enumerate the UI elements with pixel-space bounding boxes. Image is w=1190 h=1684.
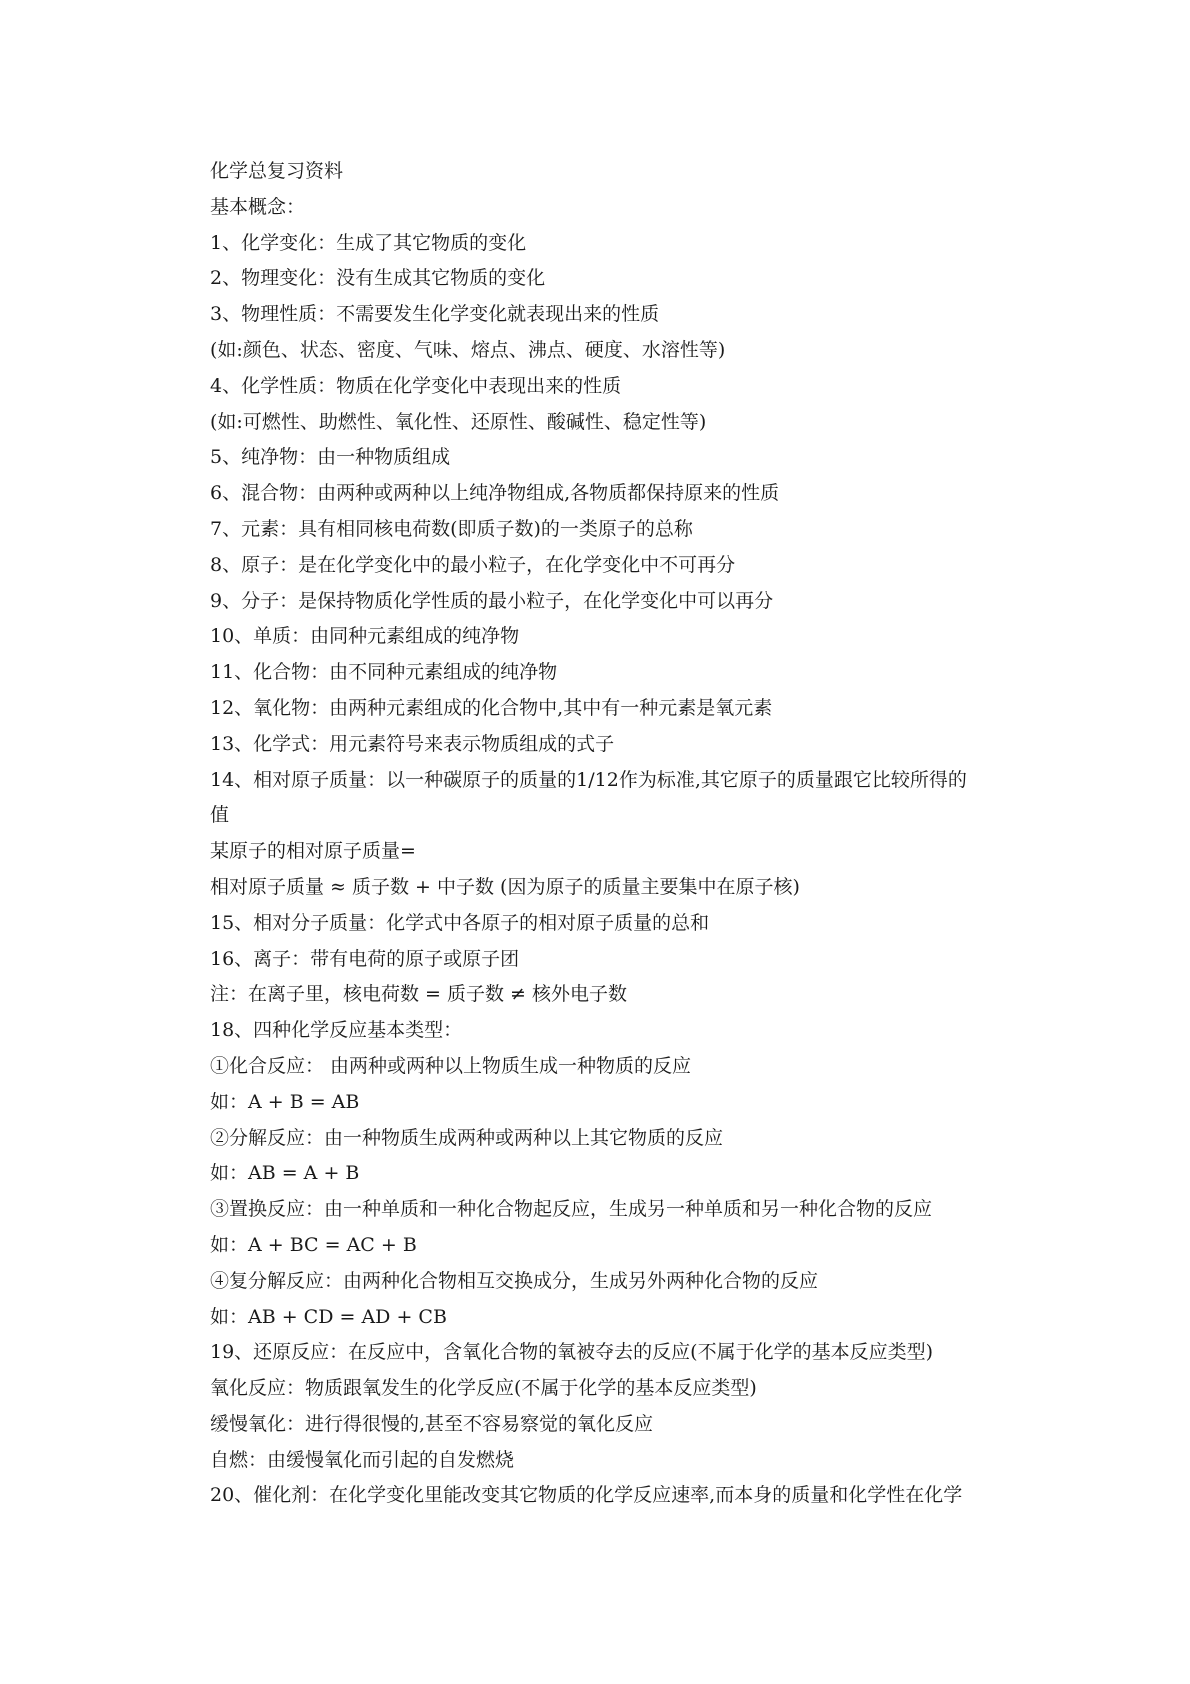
text-line: 10、单质：由同种元素组成的纯净物 (210, 625, 520, 648)
text-line: 如：AB = A + B (210, 1162, 360, 1185)
text-line: 如：A + BC = AC + B (210, 1233, 417, 1256)
text-line: 2、物理变化：没有生成其它物质的变化 (210, 267, 546, 290)
text-line: 18、四种化学反应基本类型： (210, 1019, 463, 1042)
text-line: 5、纯净物：由一种物质组成 (210, 446, 451, 469)
text-line: 12、氧化物：由两种元素组成的化合物中,其中有一种元素是氧元素 (210, 696, 773, 719)
section-heading: 基本概念： (210, 195, 306, 218)
text-line: 16、离子：带有电荷的原子或原子团 (210, 947, 520, 970)
text-line: 4、化学性质：物质在化学变化中表现出来的性质 (210, 374, 622, 397)
text-line: 某原子的相对原子质量= (210, 840, 416, 863)
text-line: 如：A + B = AB (210, 1090, 360, 1113)
text-line: 7、元素：具有相同核电荷数(即质子数)的一类原子的总称 (210, 517, 693, 540)
text-line: 8、原子：是在化学变化中的最小粒子，在化学变化中不可再分 (210, 553, 736, 576)
text-line: 15、相对分子质量：化学式中各原子的相对原子质量的总和 (210, 911, 710, 934)
text-line: (如:可燃性、助燃性、氧化性、还原性、酸碱性、稳定性等) (210, 410, 707, 433)
text-line: ③置换反应：由一种单质和一种化合物起反应，生成另一种单质和另一种化合物的反应 (210, 1198, 933, 1221)
text-line: 1、化学变化：生成了其它物质的变化 (210, 231, 527, 254)
text-line: 9、分子：是保持物质化学性质的最小粒子，在化学变化中可以再分 (210, 589, 774, 612)
text-line: 氧化反应：物质跟氧发生的化学反应(不属于化学的基本反应类型) (210, 1377, 757, 1400)
text-line: ①化合反应： 由两种或两种以上物质生成一种物质的反应 (210, 1054, 692, 1077)
text-line: 注：在离子里，核电荷数 = 质子数 ≠ 核外电子数 (210, 983, 627, 1006)
text-line: 值 (210, 804, 230, 827)
text-line: (如:颜色、状态、密度、气味、熔点、沸点、硬度、水溶性等) (210, 338, 726, 361)
text-line: 相对原子质量 ≈ 质子数 + 中子数 (因为原子的质量主要集中在原子核) (210, 875, 800, 898)
text-line: 19、还原反应：在反应中，含氧化合物的氧被夺去的反应(不属于化学的基本反应类型) (210, 1341, 934, 1364)
text-line: 3、物理性质：不需要发生化学变化就表现出来的性质 (210, 303, 660, 326)
text-line: 20、催化剂：在化学变化里能改变其它物质的化学反应速率,而本身的质量和化学性在化学 (210, 1484, 963, 1507)
text-line: 11、化合物：由不同种元素组成的纯净物 (210, 661, 558, 684)
text-line: ④复分解反应：由两种化合物相互交换成分，生成另外两种化合物的反应 (210, 1269, 819, 1292)
text-line: 自燃：由缓慢氧化而引起的自发燃烧 (210, 1448, 515, 1471)
text-line: 14、相对原子质量：以一种碳原子的质量的1/12作为标准,其它原子的质量跟它比较所得的 (210, 768, 967, 791)
document-body (210, 154, 1060, 1514)
text-line: 6、混合物：由两种或两种以上纯净物组成,各物质都保持原来的性质 (210, 482, 780, 505)
text-line: ②分解反应：由一种物质生成两种或两种以上其它物质的反应 (210, 1126, 724, 1149)
text-line: 缓慢氧化：进行得很慢的,甚至不容易察觉的氧化反应 (210, 1412, 654, 1435)
document-title: 化学总复习资料 (210, 160, 344, 182)
text-line: 13、化学式：用元素符号来表示物质组成的式子 (210, 732, 615, 755)
text-line: 如：AB + CD = AD + CB (210, 1305, 447, 1328)
